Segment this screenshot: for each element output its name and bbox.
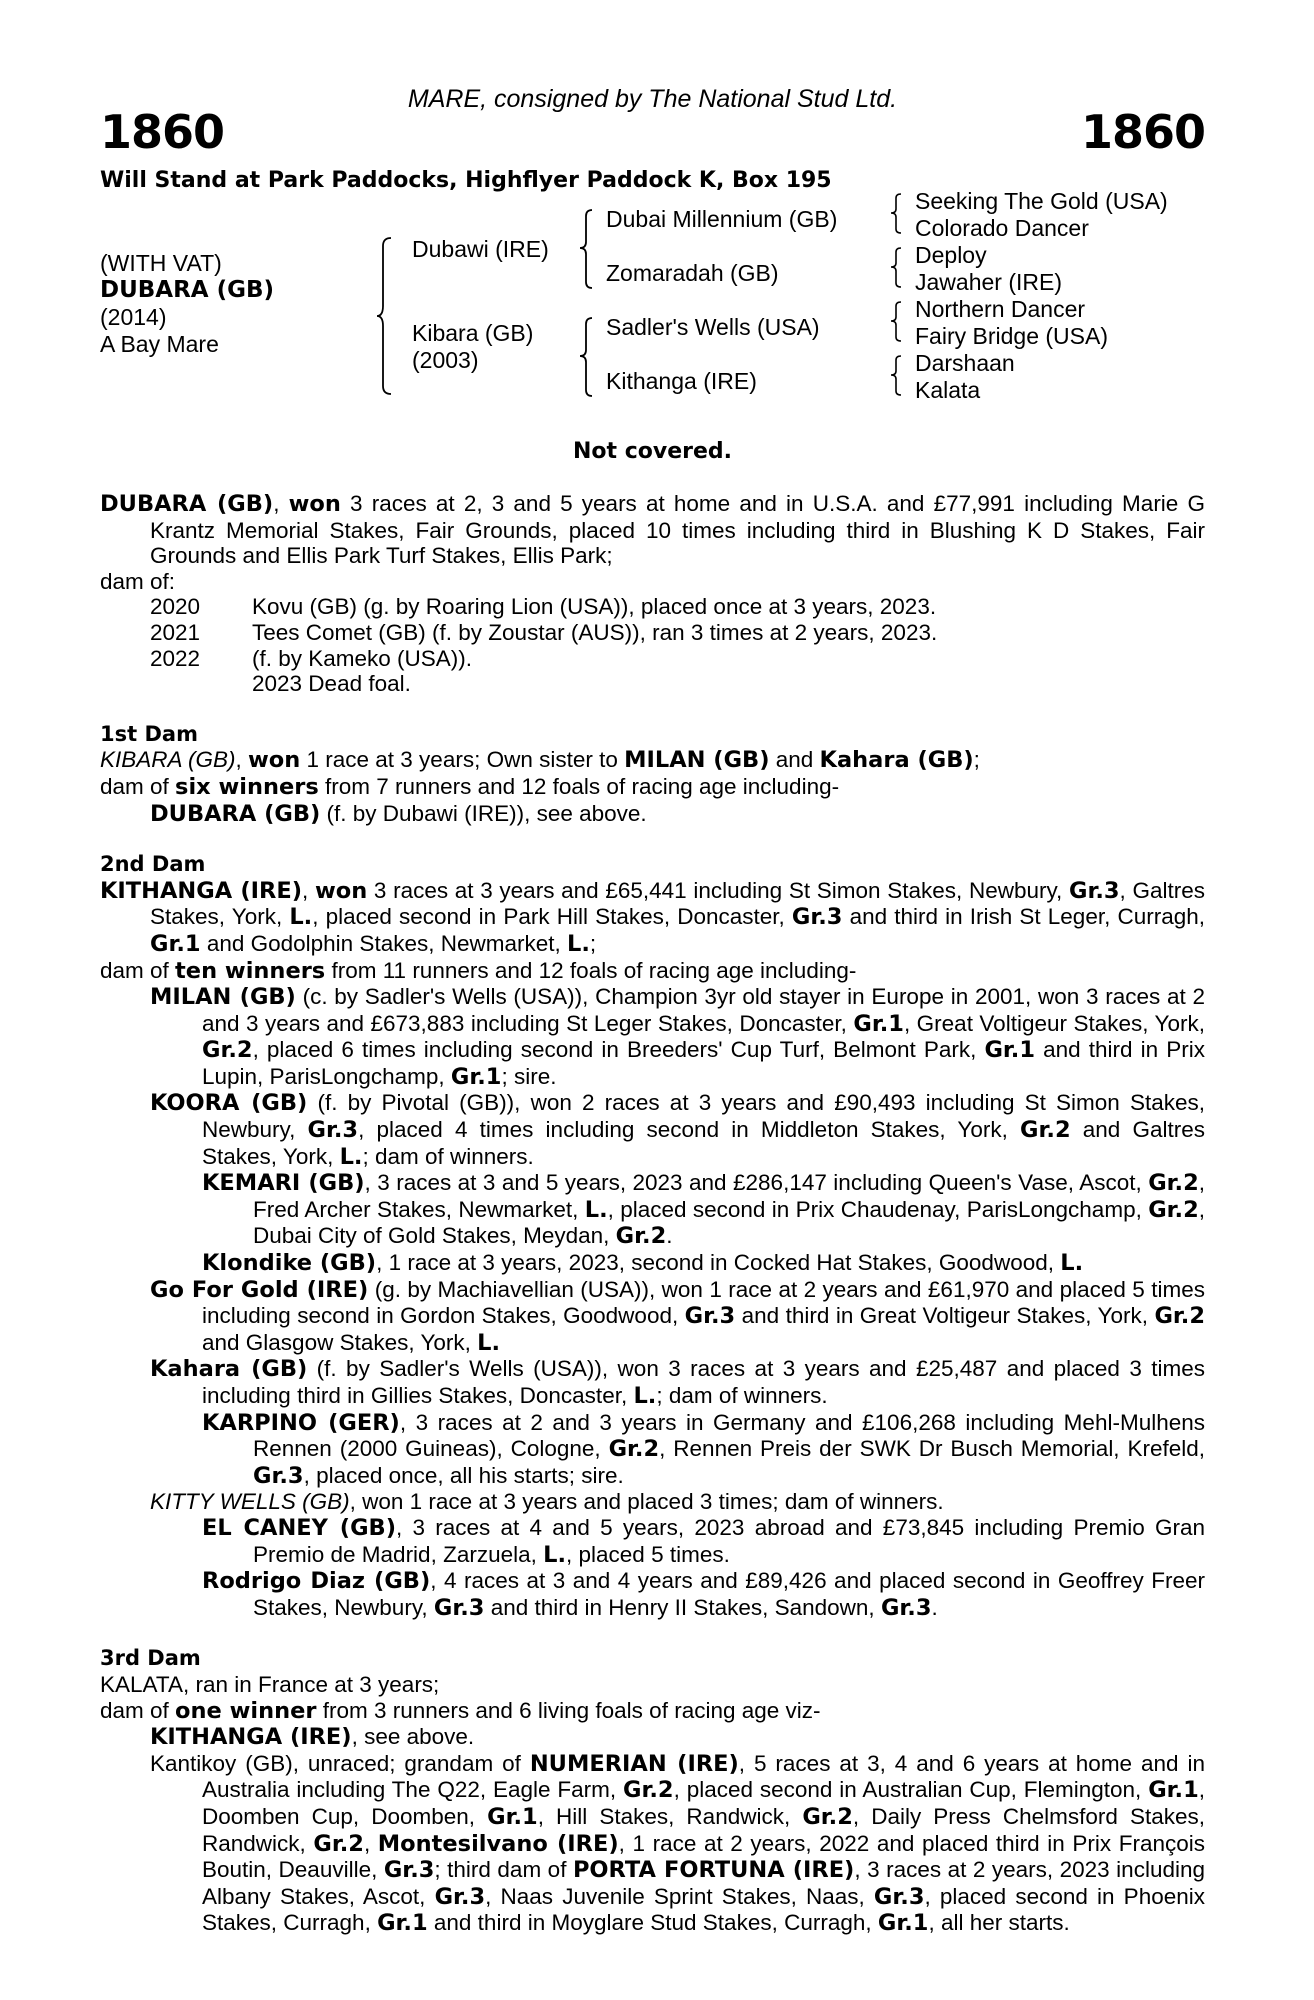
ancestor-4: Jawaher (IRE) — [915, 269, 1062, 295]
third-dam-produce: dam of one winner from 3 runners and 6 living foals of racing age viz- — [100, 1697, 821, 1724]
brace-g2 — [890, 246, 904, 290]
foal-row: 2023 Dead foal. — [252, 671, 411, 697]
not-covered: Not covered. — [573, 439, 732, 464]
entry-kitty-wells: KITTY WELLS (GB), won 1 race at 3 years and placed 3 times; dam of winners. — [150, 1489, 944, 1515]
ancestor-8: Kalata — [915, 377, 981, 403]
brace-dam — [580, 316, 596, 398]
ancestor-1: Seeking The Gold (USA) — [915, 188, 1168, 214]
pedigree-chart — [100, 188, 1205, 436]
foal-row: 2021 Tees Comet (GB) (f. by Zoustar (AUS)), ran 3 times at 2 years, 2023. — [150, 619, 938, 645]
dam-sire: Sadler's Wells (USA) — [606, 314, 820, 340]
horse-year: (2014) — [100, 304, 167, 330]
ancestor-5: Northern Dancer — [915, 296, 1086, 322]
first-dam-produce: dam of six winners from 7 runners and 12 foals of racing age including- — [100, 773, 840, 800]
brace-g1 — [890, 192, 904, 236]
foal-row: 2022 (f. by Kameko (USA)). — [150, 645, 473, 671]
horse-description: A Bay Mare — [100, 331, 219, 357]
second-dam-produce: dam of ten winners from 11 runners and 12 foals of racing age including- — [100, 957, 857, 984]
third-dam-line: KALATA, ran in France at 3 years; — [100, 1671, 440, 1697]
brace-g3 — [890, 300, 904, 344]
catalogue-page — [100, 84, 1205, 1937]
third-dam-foal: KITHANGA (IRE), see above. — [150, 1724, 475, 1751]
consignor-line: MARE, consigned by The National Stud Ltd. — [407, 85, 898, 113]
dam-year: (2003) — [412, 347, 479, 373]
horse-summary: DUBARA (GB), won 3 races at 2, 3 and 5 years at home and in U.S.A. and £77,991 including Marie G Krantz Memorial Stakes, Fair Grounds, placed 10 times including third in Blushing K D Stakes, Fair Grounds and Ellis Park Turf Stakes, Ellis Park; — [100, 491, 1205, 569]
first-dam-foal: DUBARA (GB) (f. by Dubawi (IRE)), see above. — [150, 800, 647, 827]
lot-number-row — [100, 105, 1205, 166]
sire-name: Dubawi (IRE) — [412, 236, 549, 262]
entry-karpino: KARPINO (GER), 3 races at 2 and 3 years in Germany and £106,268 including Mehl-Mulhens Rennen (2000 Guineas), Cologne, Gr.2, Rennen Preis der SWK Dr Busch Memorial, Krefeld, Gr.3, placed once, all his starts; sire. — [202, 1409, 1206, 1489]
entry-milan: MILAN (GB) (c. by Sadler's Wells (USA)), Champion 3yr old stayer in Europe in 2001, won 3 races at 2 and 3 years and £673,883 including St Leger Stakes, Doncaster, Gr.1, Great Voltigeur Stakes, York, Gr.2, placed 6 times including second in Breeders' Cup Turf, Belmont Park, Gr.1 and third in Prix Lupin, ParisLongchamp, Gr.1; sire. — [150, 984, 1206, 1090]
stand-location: Will Stand at Park Paddocks, Highflyer Paddock K, Box 195 — [100, 168, 832, 193]
foal-row: 2020 Kovu (GB) (g. by Roaring Lion (USA)), placed once at 3 years, 2023. — [150, 594, 937, 620]
entry-rodrigo-diaz: Rodrigo Diaz (GB), 4 races at 3 and 4 years and £89,426 and placed second in Geoffrey Freer Stakes, Newbury, Gr.3 and third in Henry II Stakes, Sandown, Gr.3. — [202, 1568, 1206, 1621]
brace-main — [377, 236, 397, 396]
entry-go-for-gold: Go For Gold (IRE) (g. by Machiavellian (USA)), won 1 race at 2 years and £61,970 and placed 5 times including second in Gordon Stakes, Goodwood, Gr.3 and third in Great Voltigeur Stakes, York, Gr.2 and Glasgow Stakes, York, L. — [150, 1276, 1205, 1356]
entry-koora: KOORA (GB) (f. by Pivotal (GB)), won 2 races at 3 years and £90,493 including St Simon Stakes, Newbury, Gr.3, placed 4 times including second in Middleton Stakes, York, Gr.2 and Galtres Stakes, York, L.; dam of winners. — [150, 1090, 1205, 1170]
vat-note: (WITH VAT) — [100, 250, 222, 276]
ancestor-2: Colorado Dancer — [915, 215, 1089, 241]
first-dam-line: KIBARA (GB), won 1 race at 3 years; Own sister to MILAN (GB) and Kahara (GB); — [100, 747, 980, 774]
produce-record — [100, 491, 1205, 1937]
second-dam-line: KITHANGA (IRE), won 3 races at 3 years and £65,441 including St Simon Stakes, Newbury, Gr.3, Galtres Stakes, York, L., placed second in Park Hill Stakes, Doncaster, Gr.3 and third in Irish St Leger, Curragh, Gr.1 and Godolphin Stakes, Newmarket, L.; — [100, 877, 1205, 957]
entry-kemari: KEMARI (GB), 3 races at 3 and 5 years, 2023 and £286,147 including Queen's Vase, Ascot, Gr.2, Fred Archer Stakes, Newmarket, L., placed second in Prix Chaudenay, ParisLongchamp, Gr.2, Dubai City of Gold Stakes, Meydan, Gr.2. — [202, 1170, 1206, 1250]
second-dam-heading: 2nd Dam — [100, 852, 206, 877]
entry-klondike: Klondike (GB), 1 race at 3 years, 2023, second in Cocked Hat Stakes, Goodwood, L. — [202, 1250, 1084, 1277]
sire-dam: Zomaradah (GB) — [606, 260, 779, 286]
third-dam-heading: 3rd Dam — [100, 1646, 201, 1671]
first-dam-heading: 1st Dam — [100, 721, 198, 746]
ancestor-3: Deploy — [915, 242, 987, 268]
entry-kahara: Kahara (GB) (f. by Sadler's Wells (USA)), won 3 races at 3 years and £25,487 and placed 3 times including third in Gillies Stakes, Doncaster, L.; dam of winners. — [150, 1356, 1205, 1409]
sire-sire: Dubai Millennium (GB) — [606, 206, 838, 232]
brace-sire — [580, 208, 596, 290]
ancestor-6: Fairy Bridge (USA) — [915, 323, 1108, 349]
dam-of-label: dam of: — [100, 568, 176, 594]
lot-number-right: 1860 — [1080, 105, 1205, 159]
lot-number-left: 1860 — [100, 105, 225, 159]
brace-g4 — [890, 354, 904, 398]
dam-name: Kibara (GB) — [412, 320, 534, 346]
horse-name: DUBARA (GB) — [100, 277, 275, 303]
dam-dam: Kithanga (IRE) — [606, 368, 757, 394]
ancestor-7: Darshaan — [915, 350, 1015, 376]
entry-el-caney: EL CANEY (GB), 3 races at 4 and 5 years, 2023 abroad and £73,845 including Premio Gran Premio de Madrid, Zarzuela, L., placed 5 times. — [202, 1514, 1205, 1568]
entry-kantikoy: Kantikoy (GB), unraced; grandam of NUMERIAN (IRE), 5 races at 3, 4 and 6 years at home and in Australia including The Q22, Eagle Farm, Gr.2, placed second in Australian Cup, Flemington, Gr.1, Doomben Cup, Doomben, Gr.1, Hill Stakes, Randwick, Gr.2, Daily Press Chelmsford Stakes, Randwick, Gr.2, Montesilvano (IRE), 1 race at 2 years, 2022 and placed third in Prix François Boutin, Deauville, Gr.3; third dam of PORTA FORTUNA (IRE), 3 races at 2 years, 2023 including Albany Stakes, Ascot, Gr.3, Naas Juvenile Sprint Stakes, Naas, Gr.3, placed second in Phoenix Stakes, Curragh, Gr.1 and third in Moyglare Stud Stakes, Curragh, Gr.1, all her starts. — [150, 1750, 1206, 1937]
